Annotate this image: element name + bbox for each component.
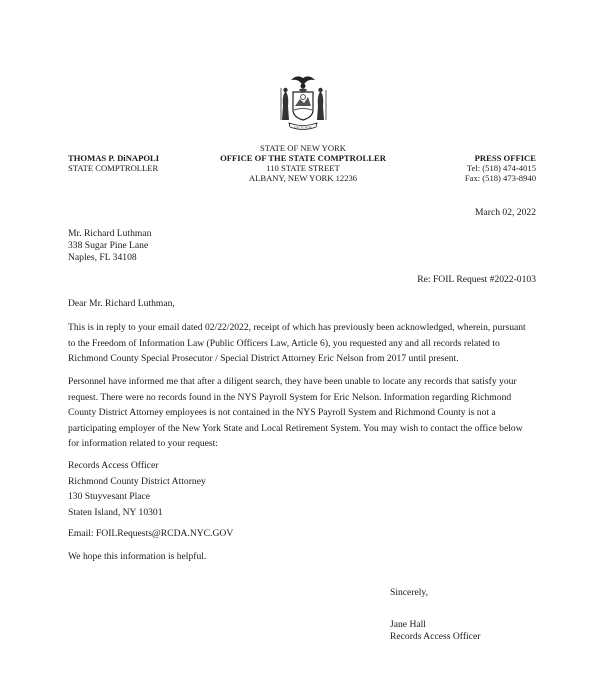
paragraph-request	[68, 320, 540, 367]
state-line: STATE OF NEW YORK	[260, 143, 346, 153]
signer-title: Records Access Officer	[390, 631, 481, 642]
paragraph-line: to the Freedom of Information Law (Public Officers Law, Article 6), you requested any and all records related to	[68, 337, 500, 349]
contact-line: Records Access Officer	[68, 460, 159, 471]
recipient-city: Naples, FL 34108	[68, 252, 137, 263]
seal-motto: EXCELSIOR	[294, 125, 312, 130]
fax-line: Fax: (518) 473-8940	[464, 173, 536, 183]
paragraph-line: for information related to your request:	[68, 438, 218, 449]
paragraph-line: Personnel have informed me that after a diligent search, they have been unable to locate any records that satisfy your	[68, 376, 517, 387]
comptroller-name: THOMAS P. DiNAPOLI	[68, 153, 160, 163]
press-office-label: PRESS OFFICE	[474, 153, 536, 163]
recipient-street: 338 Sugar Pine Lane	[68, 240, 149, 251]
signoff: Sincerely,	[390, 587, 429, 598]
city-line: ALBANY, NEW YORK 12236	[248, 173, 358, 183]
paragraph-line: participating employer of the New York State and Local Retirement System. You may wish to contact the office below	[68, 422, 523, 434]
paragraph-line: This is in reply to your email dated 02/22/2022, receipt of which has previously been acknowledged, wherein, pursuant	[68, 322, 526, 333]
paragraph-line: request. There were no records found in the NYS Payroll System for Eric Nelson. Information regarding Richmond	[68, 391, 512, 403]
contact-block	[68, 458, 540, 520]
contact-line: Staten Island, NY 10301	[68, 506, 163, 518]
office-line: OFFICE OF THE STATE COMPTROLLER	[220, 153, 386, 163]
paragraph-findings	[68, 374, 540, 452]
header-right	[420, 153, 536, 183]
closing-line: We hope this information is helpful.	[68, 551, 207, 562]
header-left	[68, 153, 159, 173]
recipient-name: Mr. Richard Luthman	[68, 228, 152, 239]
comptroller-title: STATE COMPTROLLER	[68, 163, 159, 173]
tel-line: Tel: (518) 474-4015	[466, 163, 536, 173]
street-line: 110 STATE STREET	[266, 163, 340, 173]
contact-line: 130 Stuyvesant Place	[68, 491, 151, 502]
letter-date: March 02, 2022	[474, 207, 536, 218]
reference-line: Re: FOIL Request #2022-0103	[417, 274, 536, 285]
paragraph-line: Richmond County Special Prosecutor / Special District Attorney Eric Nelson from 2017 until present.	[68, 353, 459, 364]
signer-name: Jane Hall	[390, 619, 426, 630]
header-center	[203, 143, 403, 183]
paragraph-line: County District Attorney employees is not contained in the NYS Payroll System and Richmond County is not a	[68, 407, 496, 418]
salutation: Dear Mr. Richard Luthman,	[68, 298, 175, 309]
contact-line: Richmond County District Attorney	[68, 475, 206, 487]
new-york-state-seal-icon	[273, 72, 333, 136]
email-line: Email: FOILRequests@RCDA.NYC.GOV	[68, 528, 234, 539]
